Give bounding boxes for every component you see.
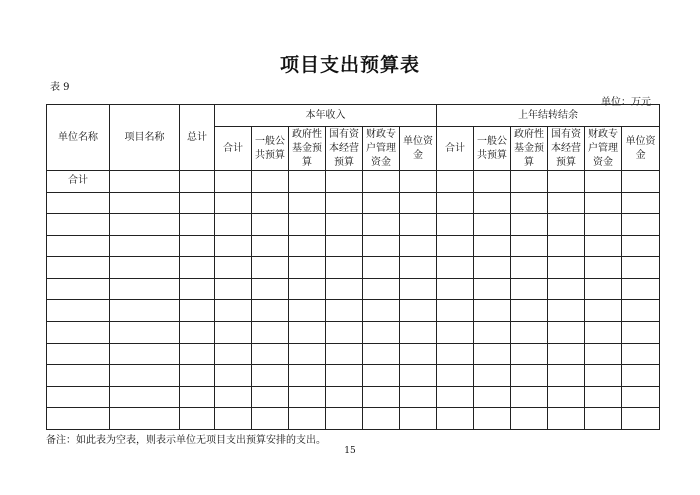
table-cell xyxy=(252,365,289,387)
table-cell xyxy=(110,300,180,322)
table-cell xyxy=(400,257,437,279)
table-cell xyxy=(252,386,289,408)
table-cell xyxy=(437,300,474,322)
table-cell xyxy=(215,171,252,193)
table-cell xyxy=(252,257,289,279)
table-cell xyxy=(585,365,622,387)
table-cell xyxy=(622,192,660,214)
table-cell xyxy=(326,365,363,387)
row-label-cell xyxy=(47,386,110,408)
table-cell xyxy=(326,300,363,322)
table-cell xyxy=(363,365,400,387)
table-cell xyxy=(511,386,548,408)
table-cell xyxy=(215,408,252,430)
table-cell xyxy=(585,322,622,344)
table-cell xyxy=(289,278,326,300)
table-cell xyxy=(548,300,585,322)
row-label-cell xyxy=(47,300,110,322)
table-cell xyxy=(437,214,474,236)
table-cell xyxy=(110,278,180,300)
table-cell xyxy=(400,300,437,322)
table-cell xyxy=(474,343,511,365)
table-cell xyxy=(252,171,289,193)
table-cell xyxy=(400,192,437,214)
table-cell xyxy=(363,171,400,193)
table-cell xyxy=(437,257,474,279)
table-cell xyxy=(110,257,180,279)
table-cell xyxy=(180,235,215,257)
table-cell xyxy=(215,322,252,344)
table-cell xyxy=(363,192,400,214)
table-cell xyxy=(474,214,511,236)
table-cell xyxy=(180,257,215,279)
table-cell xyxy=(511,192,548,214)
table-cell xyxy=(215,214,252,236)
table-cell xyxy=(363,278,400,300)
table-cell xyxy=(110,365,180,387)
sub-header-cell: 一般公共预算 xyxy=(474,127,511,171)
table-cell xyxy=(252,278,289,300)
table-cell xyxy=(289,343,326,365)
table-cell xyxy=(215,343,252,365)
table-row xyxy=(47,278,660,300)
table-cell xyxy=(474,171,511,193)
table-cell xyxy=(437,386,474,408)
unit-label: 单位：万元 xyxy=(601,97,651,108)
table-cell xyxy=(622,300,660,322)
table-cell xyxy=(400,278,437,300)
table-cell xyxy=(474,365,511,387)
table-cell xyxy=(110,171,180,193)
table-cell xyxy=(400,408,437,430)
row-label-cell xyxy=(47,214,110,236)
table-cell xyxy=(363,343,400,365)
header-prior-year-balance: 上年结转结余 xyxy=(437,105,660,127)
table-cell xyxy=(511,322,548,344)
table-cell xyxy=(363,408,400,430)
table-cell xyxy=(289,300,326,322)
table-cell xyxy=(622,257,660,279)
table-cell xyxy=(585,408,622,430)
row-label-cell: 合计 xyxy=(47,171,110,193)
table-cell xyxy=(252,235,289,257)
table-cell xyxy=(622,386,660,408)
table-cell xyxy=(110,386,180,408)
table-cell xyxy=(215,235,252,257)
sub-header-cell: 合计 xyxy=(437,127,474,171)
table-cell xyxy=(400,343,437,365)
table-cell xyxy=(474,322,511,344)
table-cell xyxy=(400,386,437,408)
table-cell xyxy=(585,171,622,193)
row-label-cell xyxy=(47,365,110,387)
table-cell xyxy=(180,386,215,408)
table-body xyxy=(47,171,660,430)
table-cell xyxy=(252,408,289,430)
sub-header-cell: 政府性基金预算 xyxy=(511,127,548,171)
table-cell xyxy=(585,257,622,279)
table-row xyxy=(47,235,660,257)
table-cell xyxy=(289,322,326,344)
table-cell xyxy=(437,278,474,300)
table-cell xyxy=(363,300,400,322)
table-cell xyxy=(548,278,585,300)
table-cell xyxy=(180,214,215,236)
table-row xyxy=(47,408,660,430)
table-cell xyxy=(548,235,585,257)
table-cell xyxy=(474,278,511,300)
row-label-cell xyxy=(47,322,110,344)
table-cell xyxy=(400,235,437,257)
table-cell xyxy=(110,322,180,344)
table-cell xyxy=(585,278,622,300)
table-row xyxy=(47,322,660,344)
table-cell xyxy=(585,386,622,408)
header-total: 总计 xyxy=(180,105,215,171)
table-cell xyxy=(289,257,326,279)
table-row xyxy=(47,257,660,279)
table-cell xyxy=(511,214,548,236)
table-cell xyxy=(326,171,363,193)
table-cell xyxy=(110,235,180,257)
table-cell xyxy=(110,214,180,236)
table-cell xyxy=(437,408,474,430)
table-cell xyxy=(110,343,180,365)
table-cell xyxy=(548,365,585,387)
table-cell xyxy=(215,278,252,300)
sub-header-cell: 一般公共预算 xyxy=(252,127,289,171)
table-cell xyxy=(326,214,363,236)
page-number: 15 xyxy=(344,446,356,456)
page-title: 项目支出预算表 xyxy=(279,54,420,76)
table-cell xyxy=(400,365,437,387)
table-cell xyxy=(622,214,660,236)
sub-header-cell: 财政专户管理资金 xyxy=(585,127,622,171)
table-row xyxy=(47,214,660,236)
table-cell xyxy=(180,300,215,322)
table-cell xyxy=(289,365,326,387)
table-cell xyxy=(326,408,363,430)
table-cell xyxy=(180,408,215,430)
table-cell xyxy=(511,257,548,279)
table-cell xyxy=(622,322,660,344)
table-cell xyxy=(110,408,180,430)
table-cell xyxy=(585,235,622,257)
table-cell xyxy=(363,257,400,279)
table-row xyxy=(47,343,660,365)
table-cell xyxy=(548,408,585,430)
project-expenditure-table xyxy=(46,104,660,430)
table-cell xyxy=(252,300,289,322)
table-cell xyxy=(622,235,660,257)
table-cell xyxy=(400,322,437,344)
table-cell xyxy=(474,235,511,257)
table-cell xyxy=(585,214,622,236)
table-cell xyxy=(180,278,215,300)
table-row xyxy=(47,192,660,214)
table-cell xyxy=(363,386,400,408)
table-cell xyxy=(110,192,180,214)
table-cell xyxy=(363,214,400,236)
table-cell xyxy=(326,343,363,365)
table-cell xyxy=(474,300,511,322)
table-cell xyxy=(437,235,474,257)
table-cell xyxy=(474,192,511,214)
table-cell xyxy=(289,171,326,193)
table-cell xyxy=(180,192,215,214)
table-cell xyxy=(474,257,511,279)
table-cell xyxy=(363,235,400,257)
table-cell xyxy=(400,214,437,236)
table-cell xyxy=(474,408,511,430)
table-cell xyxy=(326,192,363,214)
table-cell xyxy=(437,171,474,193)
table-row xyxy=(47,386,660,408)
table-cell xyxy=(437,365,474,387)
table-row xyxy=(47,300,660,322)
table-cell xyxy=(622,171,660,193)
table-cell xyxy=(289,386,326,408)
footnote: 备注：如此表为空表，则表示单位无项目支出预算安排的支出。 xyxy=(46,435,326,446)
table-cell xyxy=(511,300,548,322)
table-cell xyxy=(548,171,585,193)
table-cell xyxy=(180,171,215,193)
table-cell xyxy=(289,192,326,214)
row-label-cell xyxy=(47,257,110,279)
table-cell xyxy=(511,235,548,257)
table-cell xyxy=(326,278,363,300)
table-cell xyxy=(437,322,474,344)
row-label-cell xyxy=(47,343,110,365)
header-current-year-income: 本年收入 xyxy=(215,105,437,127)
table-cell xyxy=(215,365,252,387)
table-cell xyxy=(622,408,660,430)
table-cell xyxy=(622,343,660,365)
table-cell xyxy=(326,386,363,408)
table-cell xyxy=(326,322,363,344)
table-cell xyxy=(585,343,622,365)
row-label-cell xyxy=(47,192,110,214)
table-row xyxy=(47,171,660,193)
table-cell xyxy=(511,365,548,387)
table-cell xyxy=(289,235,326,257)
table-cell xyxy=(215,386,252,408)
table-cell xyxy=(252,343,289,365)
table-cell xyxy=(548,214,585,236)
table-cell xyxy=(511,343,548,365)
header-unit-name: 单位名称 xyxy=(47,105,110,171)
row-label-cell xyxy=(47,408,110,430)
table-row xyxy=(47,365,660,387)
header-project-name: 项目名称 xyxy=(110,105,180,171)
table-cell xyxy=(180,365,215,387)
table-cell xyxy=(548,257,585,279)
table-cell xyxy=(289,408,326,430)
table-cell xyxy=(180,343,215,365)
table-cell xyxy=(548,322,585,344)
table-cell xyxy=(437,192,474,214)
table-cell xyxy=(585,300,622,322)
table-cell xyxy=(215,300,252,322)
table-cell xyxy=(511,171,548,193)
sub-header-cell: 国有资本经营预算 xyxy=(548,127,585,171)
table-cell xyxy=(548,386,585,408)
table-cell xyxy=(326,235,363,257)
table-cell xyxy=(548,343,585,365)
table-cell xyxy=(585,192,622,214)
sub-header-cell: 单位资金 xyxy=(622,127,660,171)
table-cell xyxy=(215,192,252,214)
table-cell xyxy=(252,214,289,236)
table-cell xyxy=(474,386,511,408)
table-cell xyxy=(622,365,660,387)
sub-header-cell: 单位资金 xyxy=(400,127,437,171)
table-cell xyxy=(363,322,400,344)
row-label-cell xyxy=(47,235,110,257)
table-cell xyxy=(437,343,474,365)
sub-header-cell: 国有资本经营预算 xyxy=(326,127,363,171)
table-cell xyxy=(252,322,289,344)
table-cell xyxy=(252,192,289,214)
sub-header-cell: 政府性基金预算 xyxy=(289,127,326,171)
table-cell xyxy=(622,278,660,300)
table-cell xyxy=(511,278,548,300)
table-cell xyxy=(548,192,585,214)
table-number: 表 9 xyxy=(50,82,70,93)
table-cell xyxy=(326,257,363,279)
table-cell xyxy=(289,214,326,236)
table-cell xyxy=(180,322,215,344)
table-cell xyxy=(511,408,548,430)
table-cell xyxy=(215,257,252,279)
sub-header-cell: 财政专户管理资金 xyxy=(363,127,400,171)
sub-header-cell: 合计 xyxy=(215,127,252,171)
row-label-cell xyxy=(47,278,110,300)
table-cell xyxy=(400,171,437,193)
